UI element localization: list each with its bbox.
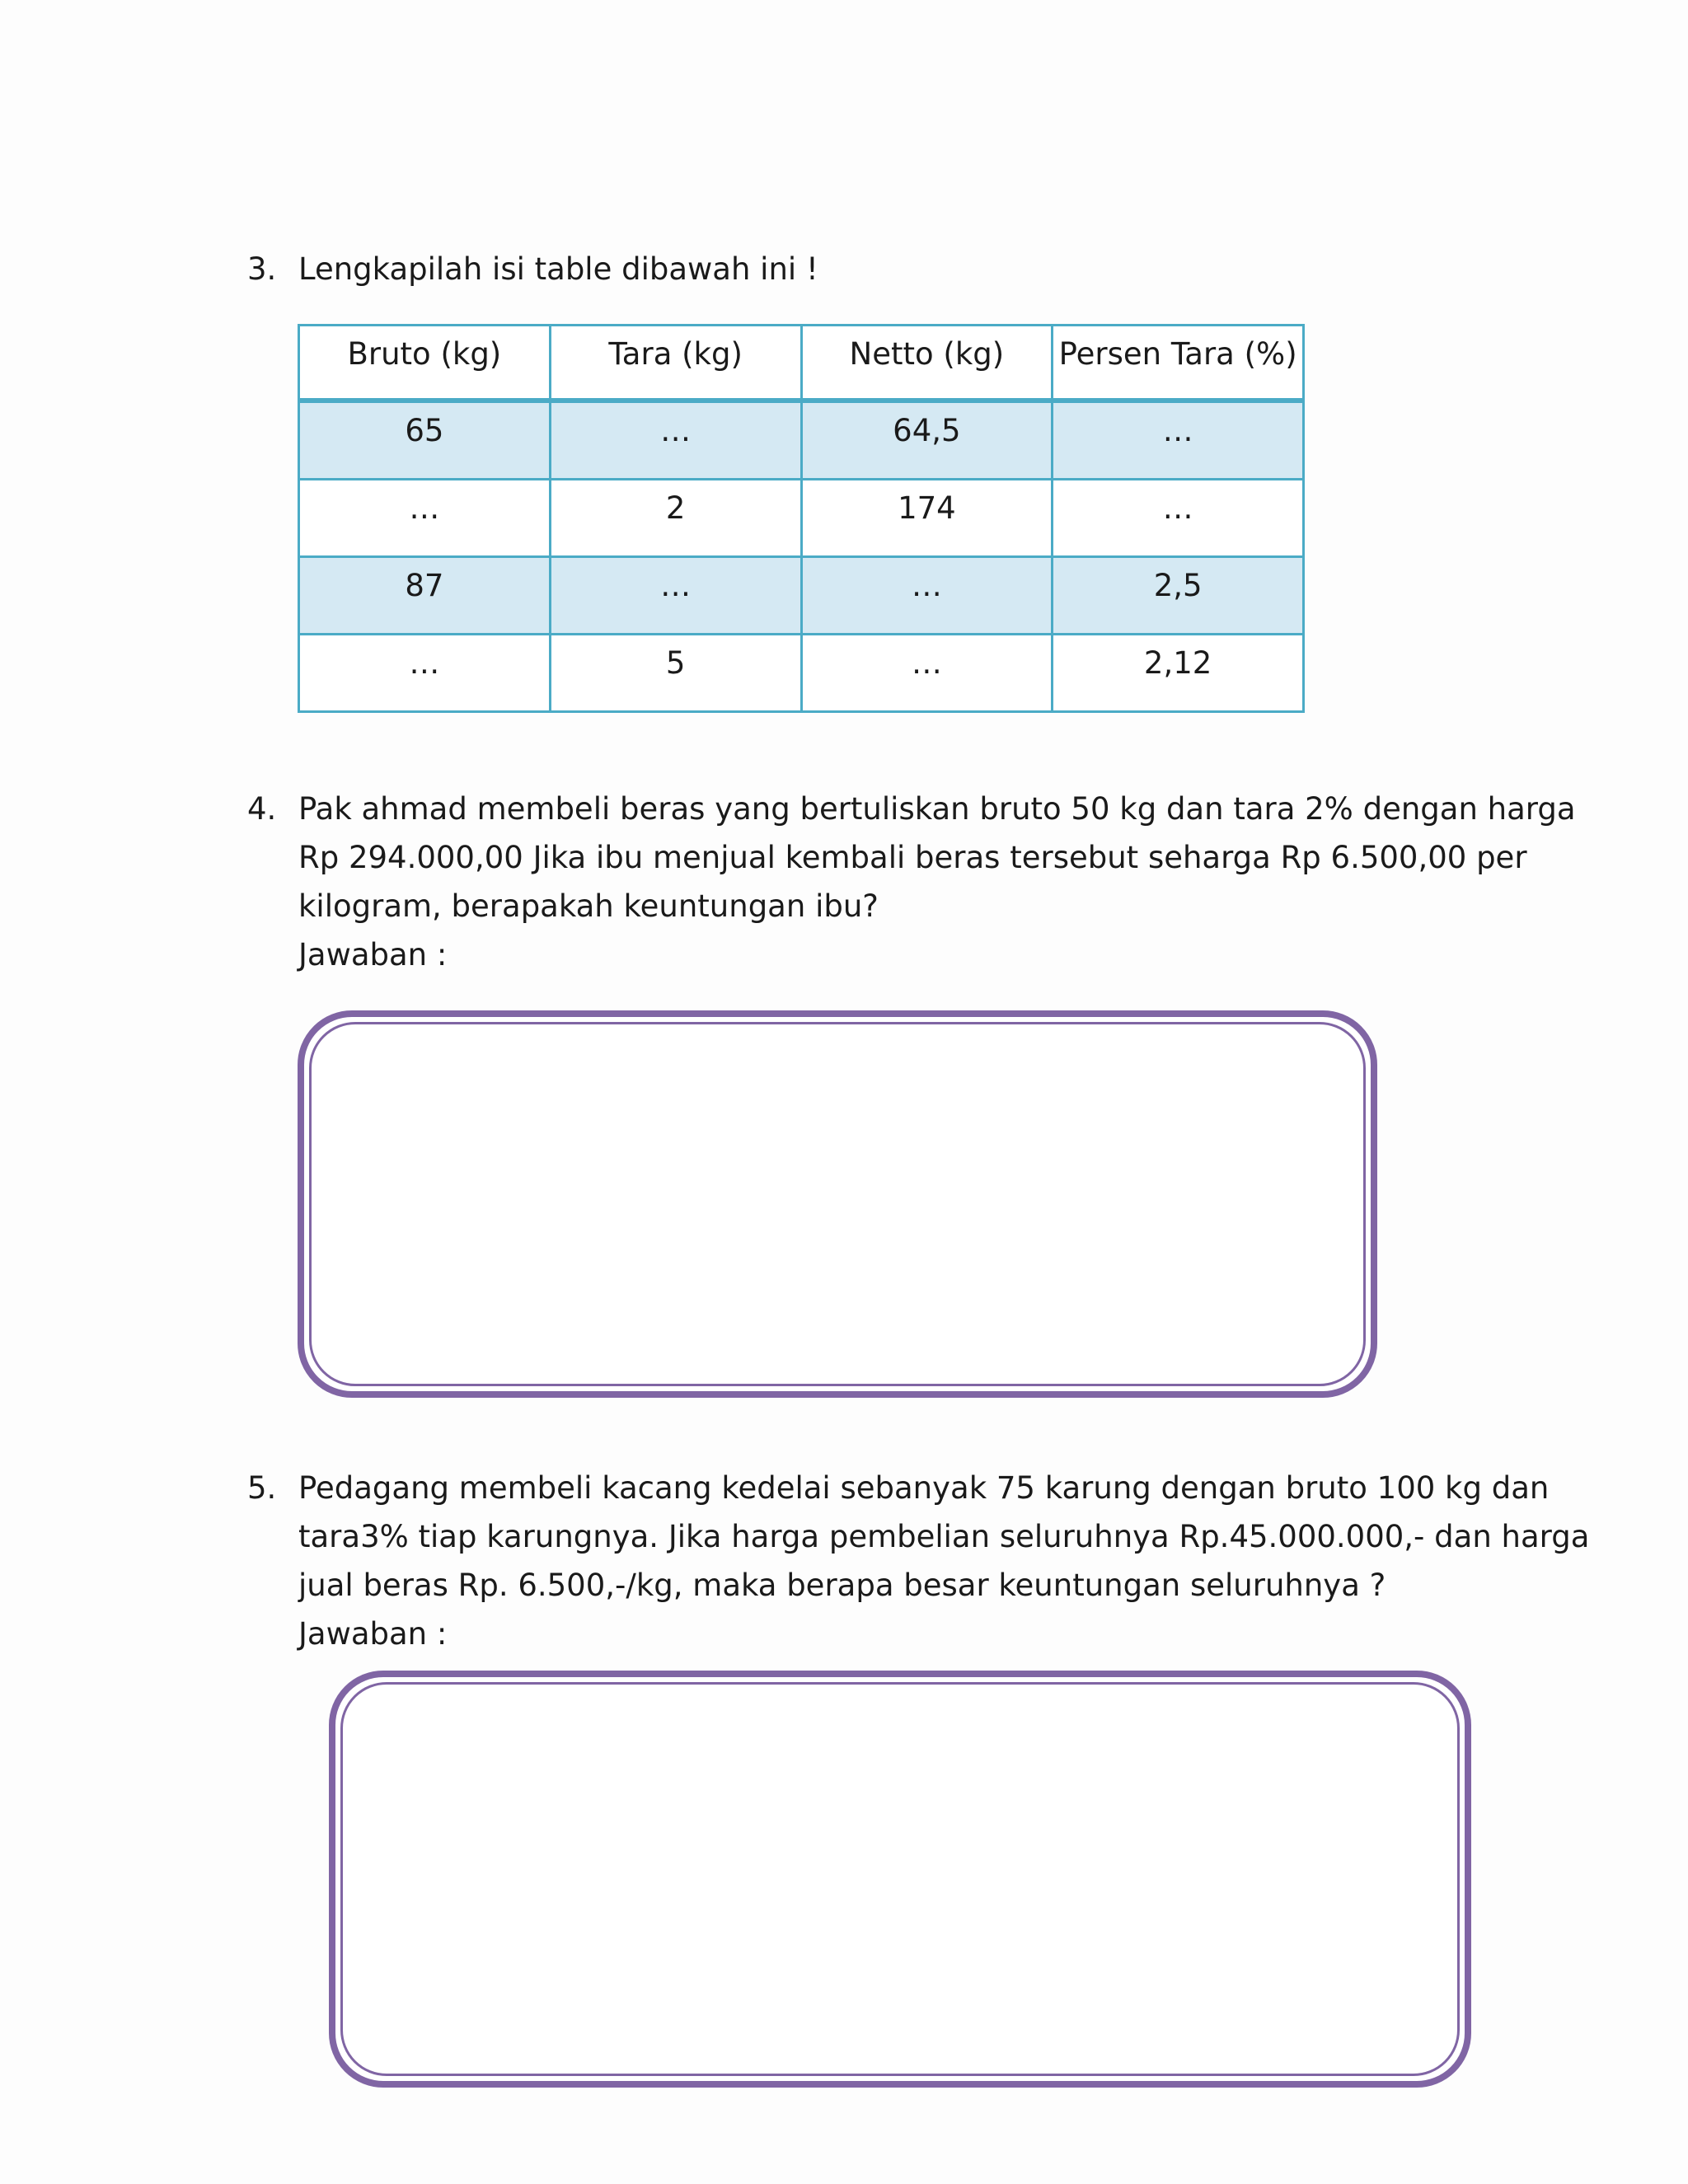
table-row: [299, 480, 1304, 557]
question-3: [247, 245, 1518, 293]
table-cell: …: [550, 401, 801, 480]
question-text-line: kilogram, berapakah keuntungan ibu?: [298, 888, 879, 924]
answer-label: Jawaban :: [298, 937, 448, 972]
table-cell: 174: [801, 480, 1053, 557]
table-row: [299, 557, 1304, 635]
table-cell: …: [1053, 401, 1304, 480]
table-cell: 64,5: [801, 401, 1053, 480]
header-bruto: Bruto (kg): [299, 326, 551, 401]
answer-box-inner-border: [340, 1682, 1460, 2076]
question-number: 5.: [247, 1470, 277, 1506]
question-5: [247, 1464, 1590, 1658]
question-text-line: Rp 294.000,00 Jika ibu menjual kembali beras tersebut seharga Rp 6.500,00 per: [298, 840, 1527, 875]
table-cell: 87: [299, 557, 551, 635]
answer-label: Jawaban :: [298, 1616, 448, 1652]
question-text-line: Pak ahmad membeli beras yang bertuliskan bruto 50 kg dan tara 2% dengan harga: [298, 791, 1576, 827]
header-netto: Netto (kg): [801, 326, 1053, 401]
question-text: Lengkapilah isi table dibawah ini !: [298, 251, 818, 287]
table-row: [299, 401, 1304, 480]
table-cell: 2: [550, 480, 801, 557]
table-row: [299, 635, 1304, 712]
answer-box-inner-border: [309, 1022, 1366, 1386]
table-cell: 65: [299, 401, 551, 480]
question-number: 4.: [247, 791, 277, 827]
question-text-line: jual beras Rp. 6.500,-/kg, maka berapa besar keuntungan seluruhnya ?: [298, 1568, 1386, 1603]
answer-box-q5[interactable]: [329, 1671, 1471, 2088]
header-tara: Tara (kg): [550, 326, 801, 401]
question-text-line: Pedagang membeli kacang kedelai sebanyak 75 karung dengan bruto 100 kg dan: [298, 1470, 1550, 1506]
table-cell: …: [1053, 480, 1304, 557]
question-4: [247, 785, 1576, 979]
table-cell: …: [801, 635, 1053, 712]
table-cell: 2,5: [1053, 557, 1304, 635]
table-cell: …: [550, 557, 801, 635]
question-text-line: tara3% tiap karungnya. Jika harga pembelian seluruhnya Rp.45.000.000,- dan harga: [298, 1519, 1590, 1554]
table-cell: …: [299, 480, 551, 557]
table-header-row: [299, 326, 1304, 401]
table-cell: …: [299, 635, 551, 712]
table-cell: …: [801, 557, 1053, 635]
question-number: 3.: [247, 251, 277, 287]
answer-box-q4[interactable]: [298, 1010, 1377, 1398]
table-cell: 2,12: [1053, 635, 1304, 712]
header-persen-tara: Persen Tara (%): [1053, 326, 1304, 401]
table-cell: 5: [550, 635, 801, 712]
tara-table: [298, 324, 1305, 713]
